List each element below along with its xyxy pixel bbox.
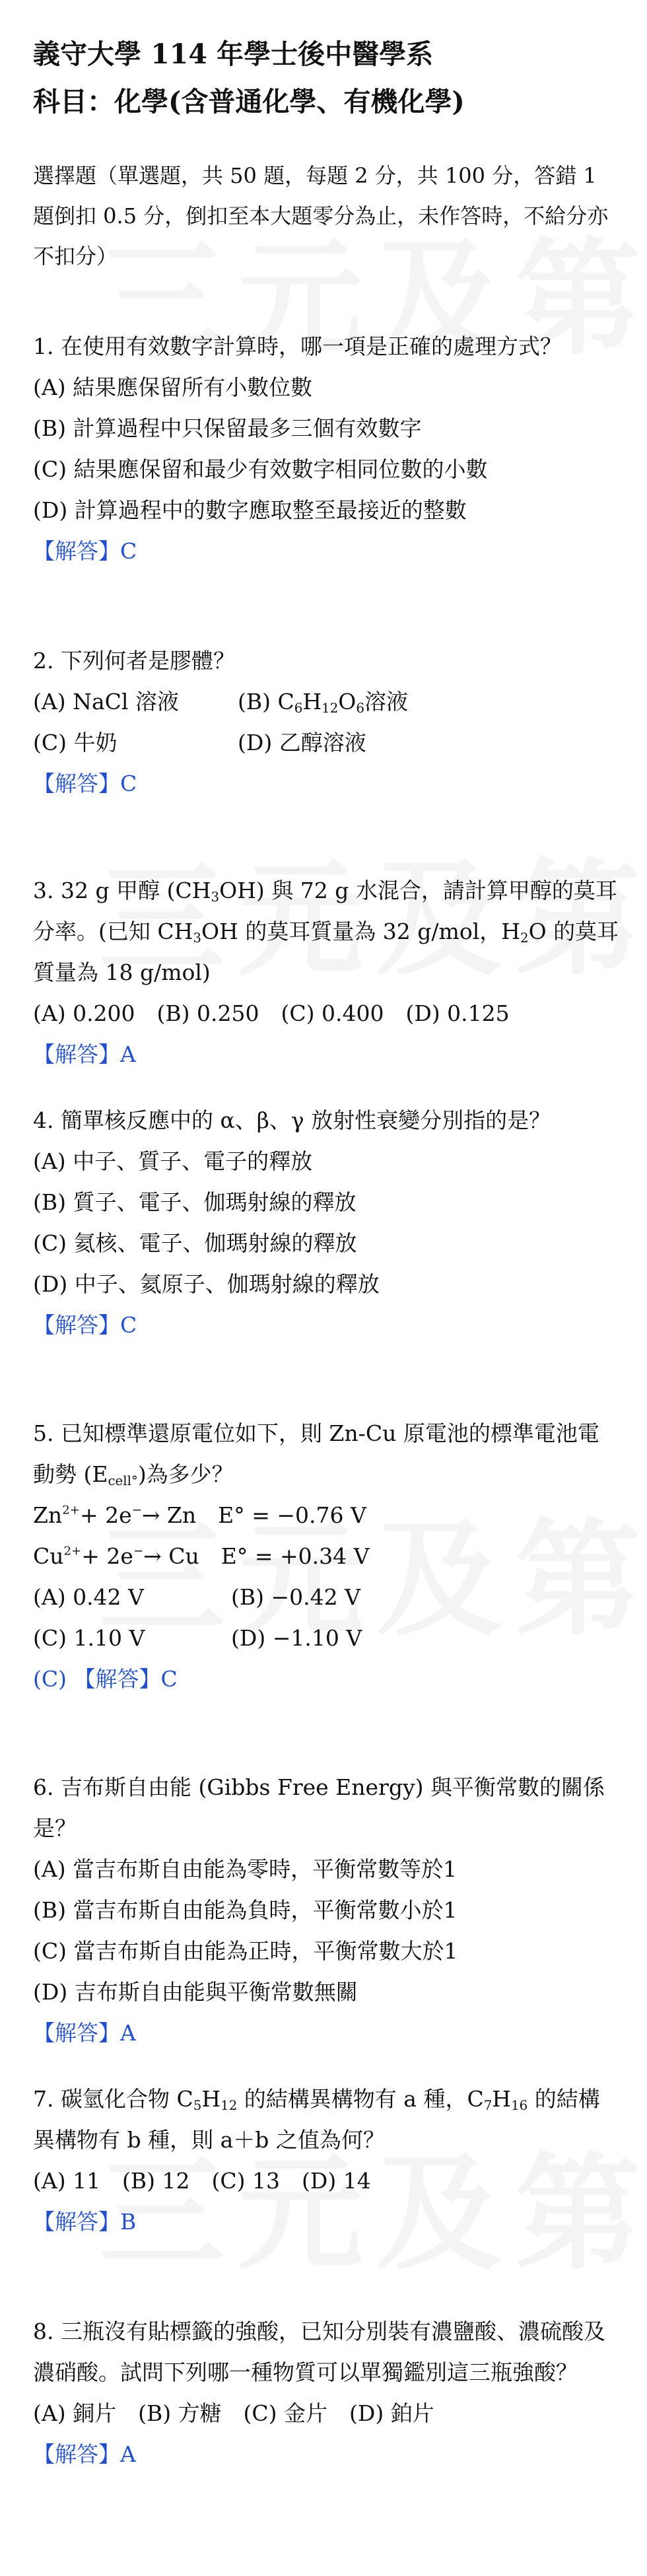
question-number: 7.	[33, 2086, 54, 2112]
question-stem: 2. 下列何者是膠體？	[33, 648, 235, 674]
options-row: (A) 0.200 (B) 0.250 (C) 0.400 (D) 0.125	[33, 1000, 510, 1026]
options-row	[33, 1618, 621, 1659]
question-6	[33, 1767, 621, 2054]
question-7	[33, 2079, 621, 2243]
answer: 【解答】C	[33, 771, 137, 796]
question-4	[33, 1100, 621, 1346]
option-b: (B) $C_6H_{12}O_6$溶液	[238, 689, 408, 716]
option-c: (C) 牛奶	[33, 730, 118, 755]
question-number: 5.	[33, 1420, 54, 1446]
answer: 【解答】A	[33, 1041, 136, 1067]
option-c: (C) 氦核、電子、伽瑪射線的釋放	[33, 1230, 357, 1256]
question-number: 2.	[33, 648, 54, 674]
answer: 【解答】A	[33, 2020, 136, 2046]
options-row	[33, 681, 621, 722]
question-number: 8.	[33, 2318, 54, 2344]
option-b: (B) 計算過程中只保留最多三個有效數字	[33, 415, 422, 441]
question-number: 3.	[33, 878, 54, 903]
option-a: (A) 當吉布斯自由能為零時，平衡常數等於1	[33, 1856, 458, 1882]
question-stem: 4. 簡單核反應中的 α、β、γ 放射性衰變分別指的是？	[33, 1107, 551, 1133]
options-row	[33, 1577, 621, 1618]
option-a: (A) 0.42 V	[33, 1584, 144, 1610]
question-stem: 8. 三瓶沒有貼標籤的強酸，已知分別裝有濃鹽酸、濃硫酸及濃硝酸。試問下列哪一種物質可以單獨鑑別這三瓶強酸？	[33, 2318, 605, 2385]
option-b: (B) 質子、電子、伽瑪射線的釋放	[33, 1189, 357, 1215]
option-d: (D) 計算過程中的數字應取整至最接近的整數	[33, 497, 467, 523]
options-row: (A) 銅片 (B) 方糖 (C) 金片 (D) 鉑片	[33, 2400, 434, 2426]
option-d: (D) 吉布斯自由能與平衡常數無關	[33, 1979, 358, 2005]
options-row	[33, 722, 621, 763]
question-stem: 7. 碳氫化合物 $C_5H_{12}$ 的結構異構物有 a 種，$C_7H_{16}$ 的結構異構物有 b 種，則 a＋b 之值為何？	[33, 2086, 600, 2153]
reaction-cu: $Cu^{2+}+ 2e^-\to Cu$ E° = +0.34 V	[33, 1543, 370, 1569]
question-number: 1.	[33, 333, 54, 359]
question-stem: 6. 吉布斯自由能 (Gibbs Free Energy) 與平衡常數的關係是？	[33, 1774, 605, 1841]
answer: 【解答】C	[33, 1312, 137, 1338]
option-c: (C) 1.10 V	[33, 1625, 145, 1651]
instructions: 選擇題（單選題，共 50 題，每題 2 分，共 100 分，答錯 1 題倒扣 0.5 分，倒扣至本大題零分為止，未作答時，不給分亦不扣分）	[33, 163, 609, 269]
option-c: (C) 結果應保留和最少有效數字相同位數的小數	[33, 456, 488, 482]
option-d: (D) 中子、氦原子、伽瑪射線的釋放	[33, 1271, 380, 1297]
answer: 【解答】A	[33, 2441, 136, 2467]
question-2	[33, 641, 621, 804]
question-stem: 3. 32 g 甲醇 $(CH_3OH)$ 與 72 g 水混合，請計算甲醇的莫耳分率。(已知 $CH_3OH$ 的莫耳質量為 32 g/mol，$H_2O$ 的莫耳質量為 18 g/mol)	[33, 878, 619, 985]
question-1	[33, 326, 621, 572]
option-d: (D) −1.10 V	[231, 1625, 362, 1651]
reaction-zn: $Zn^{2+}+ 2e^-\to Zn$ E° = −0.76 V	[33, 1502, 366, 1528]
question-3	[33, 870, 621, 1075]
question-number: 4.	[33, 1107, 54, 1133]
option-a: (A) 結果應保留所有小數位數	[33, 374, 313, 400]
answer: 【解答】B	[33, 2209, 137, 2235]
question-stem: 5. 已知標準還原電位如下，則 Zn-Cu 原電池的標準電池電動勢 $(E_{cell^\circ})$為多少？	[33, 1420, 599, 1488]
option-a: (A) NaCl 溶液	[33, 689, 179, 714]
question-5	[33, 1413, 621, 1700]
options-row: (A) 11 (B) 12 (C) 13 (D) 14	[33, 2168, 371, 2194]
option-d: (D) 乙醇溶液	[238, 730, 366, 755]
question-8	[33, 2311, 621, 2475]
option-a: (A) 中子、質子、電子的釋放	[33, 1148, 313, 1174]
exam-title: 義守大學 114 年學士後中醫學系	[33, 38, 434, 70]
answer: 【解答】C	[33, 538, 137, 564]
question-number: 6.	[33, 1774, 54, 1800]
exam-subject: 科目：化學(含普通化學、有機化學)	[33, 86, 465, 118]
question-stem: 1. 在使用有效數字計算時，哪一項是正確的處理方式？	[33, 333, 562, 359]
option-c: (C) 當吉布斯自由能為正時，平衡常數大於1	[33, 1938, 458, 1964]
option-b: (B) −0.42 V	[231, 1584, 360, 1610]
answer: (C) 【解答】C	[33, 1666, 178, 1692]
option-b: (B) 當吉布斯自由能為負時，平衡常數小於1	[33, 1897, 458, 1923]
